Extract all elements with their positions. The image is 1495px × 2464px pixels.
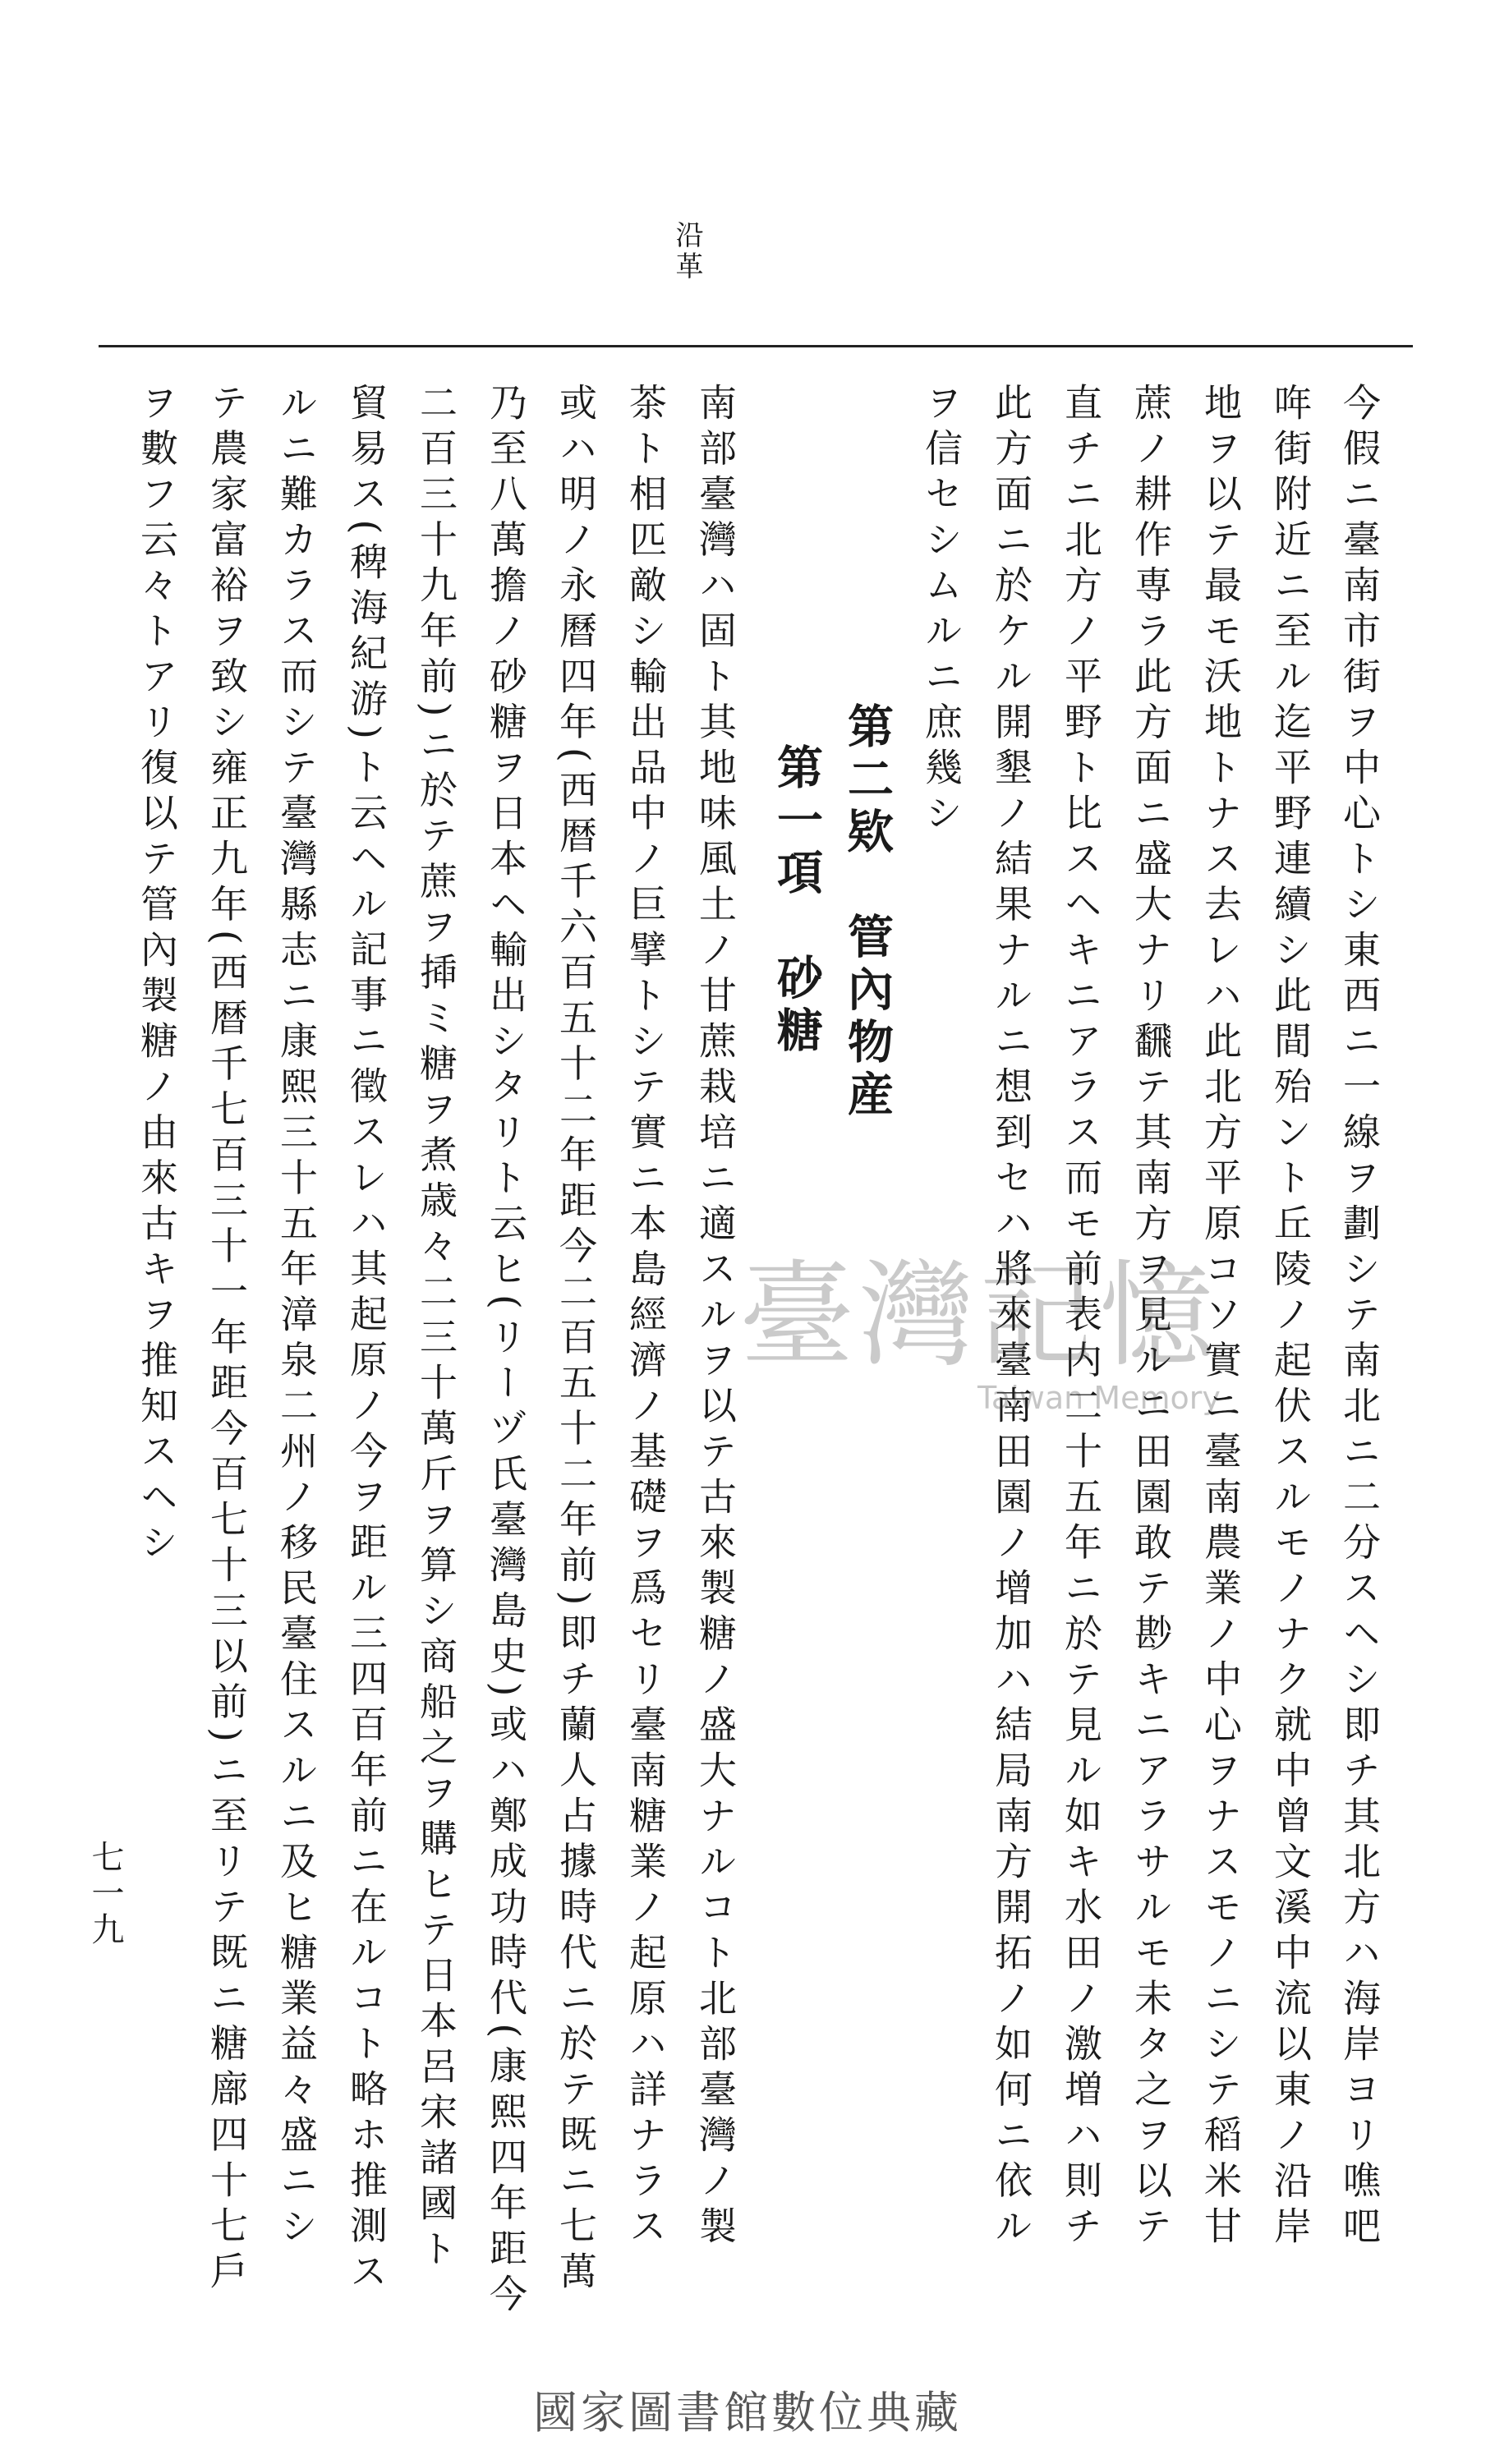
text-column: ヲ信セシムルニ庶幾シ: [919, 383, 964, 839]
watermark-logo: [739, 1224, 1249, 1437]
text-column: 或ハ明ノ永曆四年(西暦千六百五十二年距今二百五十二年前)即チ蘭人占據時代ニ於テ既ニ七萬: [554, 383, 598, 2297]
text-column: 今假ニ臺南市街ヲ中心トシ東西ニ一線ヲ劃シテ南北ニ二分スヘシ即チ其北方ハ海岸ヨリ噍吧: [1337, 383, 1382, 2252]
text-column: ヲ數フ云々トアリ復以テ管內製糖ノ由來古キヲ推知スヘシ: [135, 383, 179, 1568]
footer-collection-label: 國家圖書館數位典藏: [533, 2387, 962, 2439]
text-column: 直チニ北方ノ平野ト比スヘキニアラス而モ前表内二十五年ニ於テ見ル如キ水田ノ激増ハ則チ: [1059, 383, 1103, 2252]
text-column: 茶ト相匹敵シ輸出品中ノ巨擘トシテ實ニ本島經濟ノ基礎ヲ爲セリ臺南糖業ノ起原ハ詳ナラス: [623, 383, 668, 2252]
page-number: 七一九: [86, 1840, 124, 1948]
page-header-title: 沿革: [670, 220, 703, 283]
text-column: ルニ難カラス而シテ臺灣縣志ニ康熙三十五年漳泉二州ノ移民臺住スルニ及ヒ糖業益々盛ニシ: [274, 383, 319, 2252]
text-column: 蔗ノ耕作専ラ此方面ニ盛大ナリ飜テ其南方ヲ見ルニ田園敢テ尠キニアラサルモ未タ之ヲ以テ: [1129, 383, 1173, 2252]
text-column: 南部臺灣ハ固ト其地味風土ノ甘蔗栽培ニ適スルヲ以テ古來製糖ノ盛大ナルコト北部臺灣ノ製: [693, 383, 738, 2252]
watermark-chars: 臺灣記憶: [739, 1249, 1220, 1383]
watermark-english: Taiwan Memory: [978, 1380, 1221, 1416]
text-column: 地ヲ以テ最モ沃地トナス去レハ此北方平原コソ實ニ臺南農業ノ中心ヲナスモノニシテ稻米甘: [1198, 383, 1243, 2252]
text-column: テ農家富裕ヲ致シ雍正九年(西暦千七百三十一年距今百七十三以前)ニ至リテ既ニ糖廍四十七戶: [205, 383, 249, 2297]
section-heading: 第二欵 管內物産: [840, 702, 895, 1123]
subsection-heading: 第一項 砂糖: [770, 743, 824, 1059]
text-column: 乃至八萬擔ノ砂糖ヲ日本ヘ輸出シタリト云ヒ(リーヅ氏臺灣島史)或ハ鄭成功時代(康熙四年距今: [484, 383, 528, 2319]
text-column: 哖街附近ニ至ル迄平野連續シ此間殆ント丘陵ノ起伏スルモノナク就中曾文溪中流以東ノ沿岸: [1268, 383, 1313, 2252]
text-column: 二百三十九年前)ニ於テ蔗ヲ揷ミ糖ヲ煮歳々二三十萬斤ヲ算シ商船之ヲ購ヒテ日本呂宋諸國ト: [414, 383, 458, 2274]
header-rule: [99, 345, 1413, 347]
text-column: 貿易ス(稗海紀游)ト云ヘル記事ニ徵スレハ其起原ノ今ヲ距ル三四百年前ニ在ルコト略ホ推測ス: [344, 383, 389, 2297]
text-column: 此方面ニ於ケル開墾ノ結果ナルニ想到セハ將來臺南田園ノ增加ハ結局南方開拓ノ如何ニ依ル: [989, 383, 1033, 2252]
